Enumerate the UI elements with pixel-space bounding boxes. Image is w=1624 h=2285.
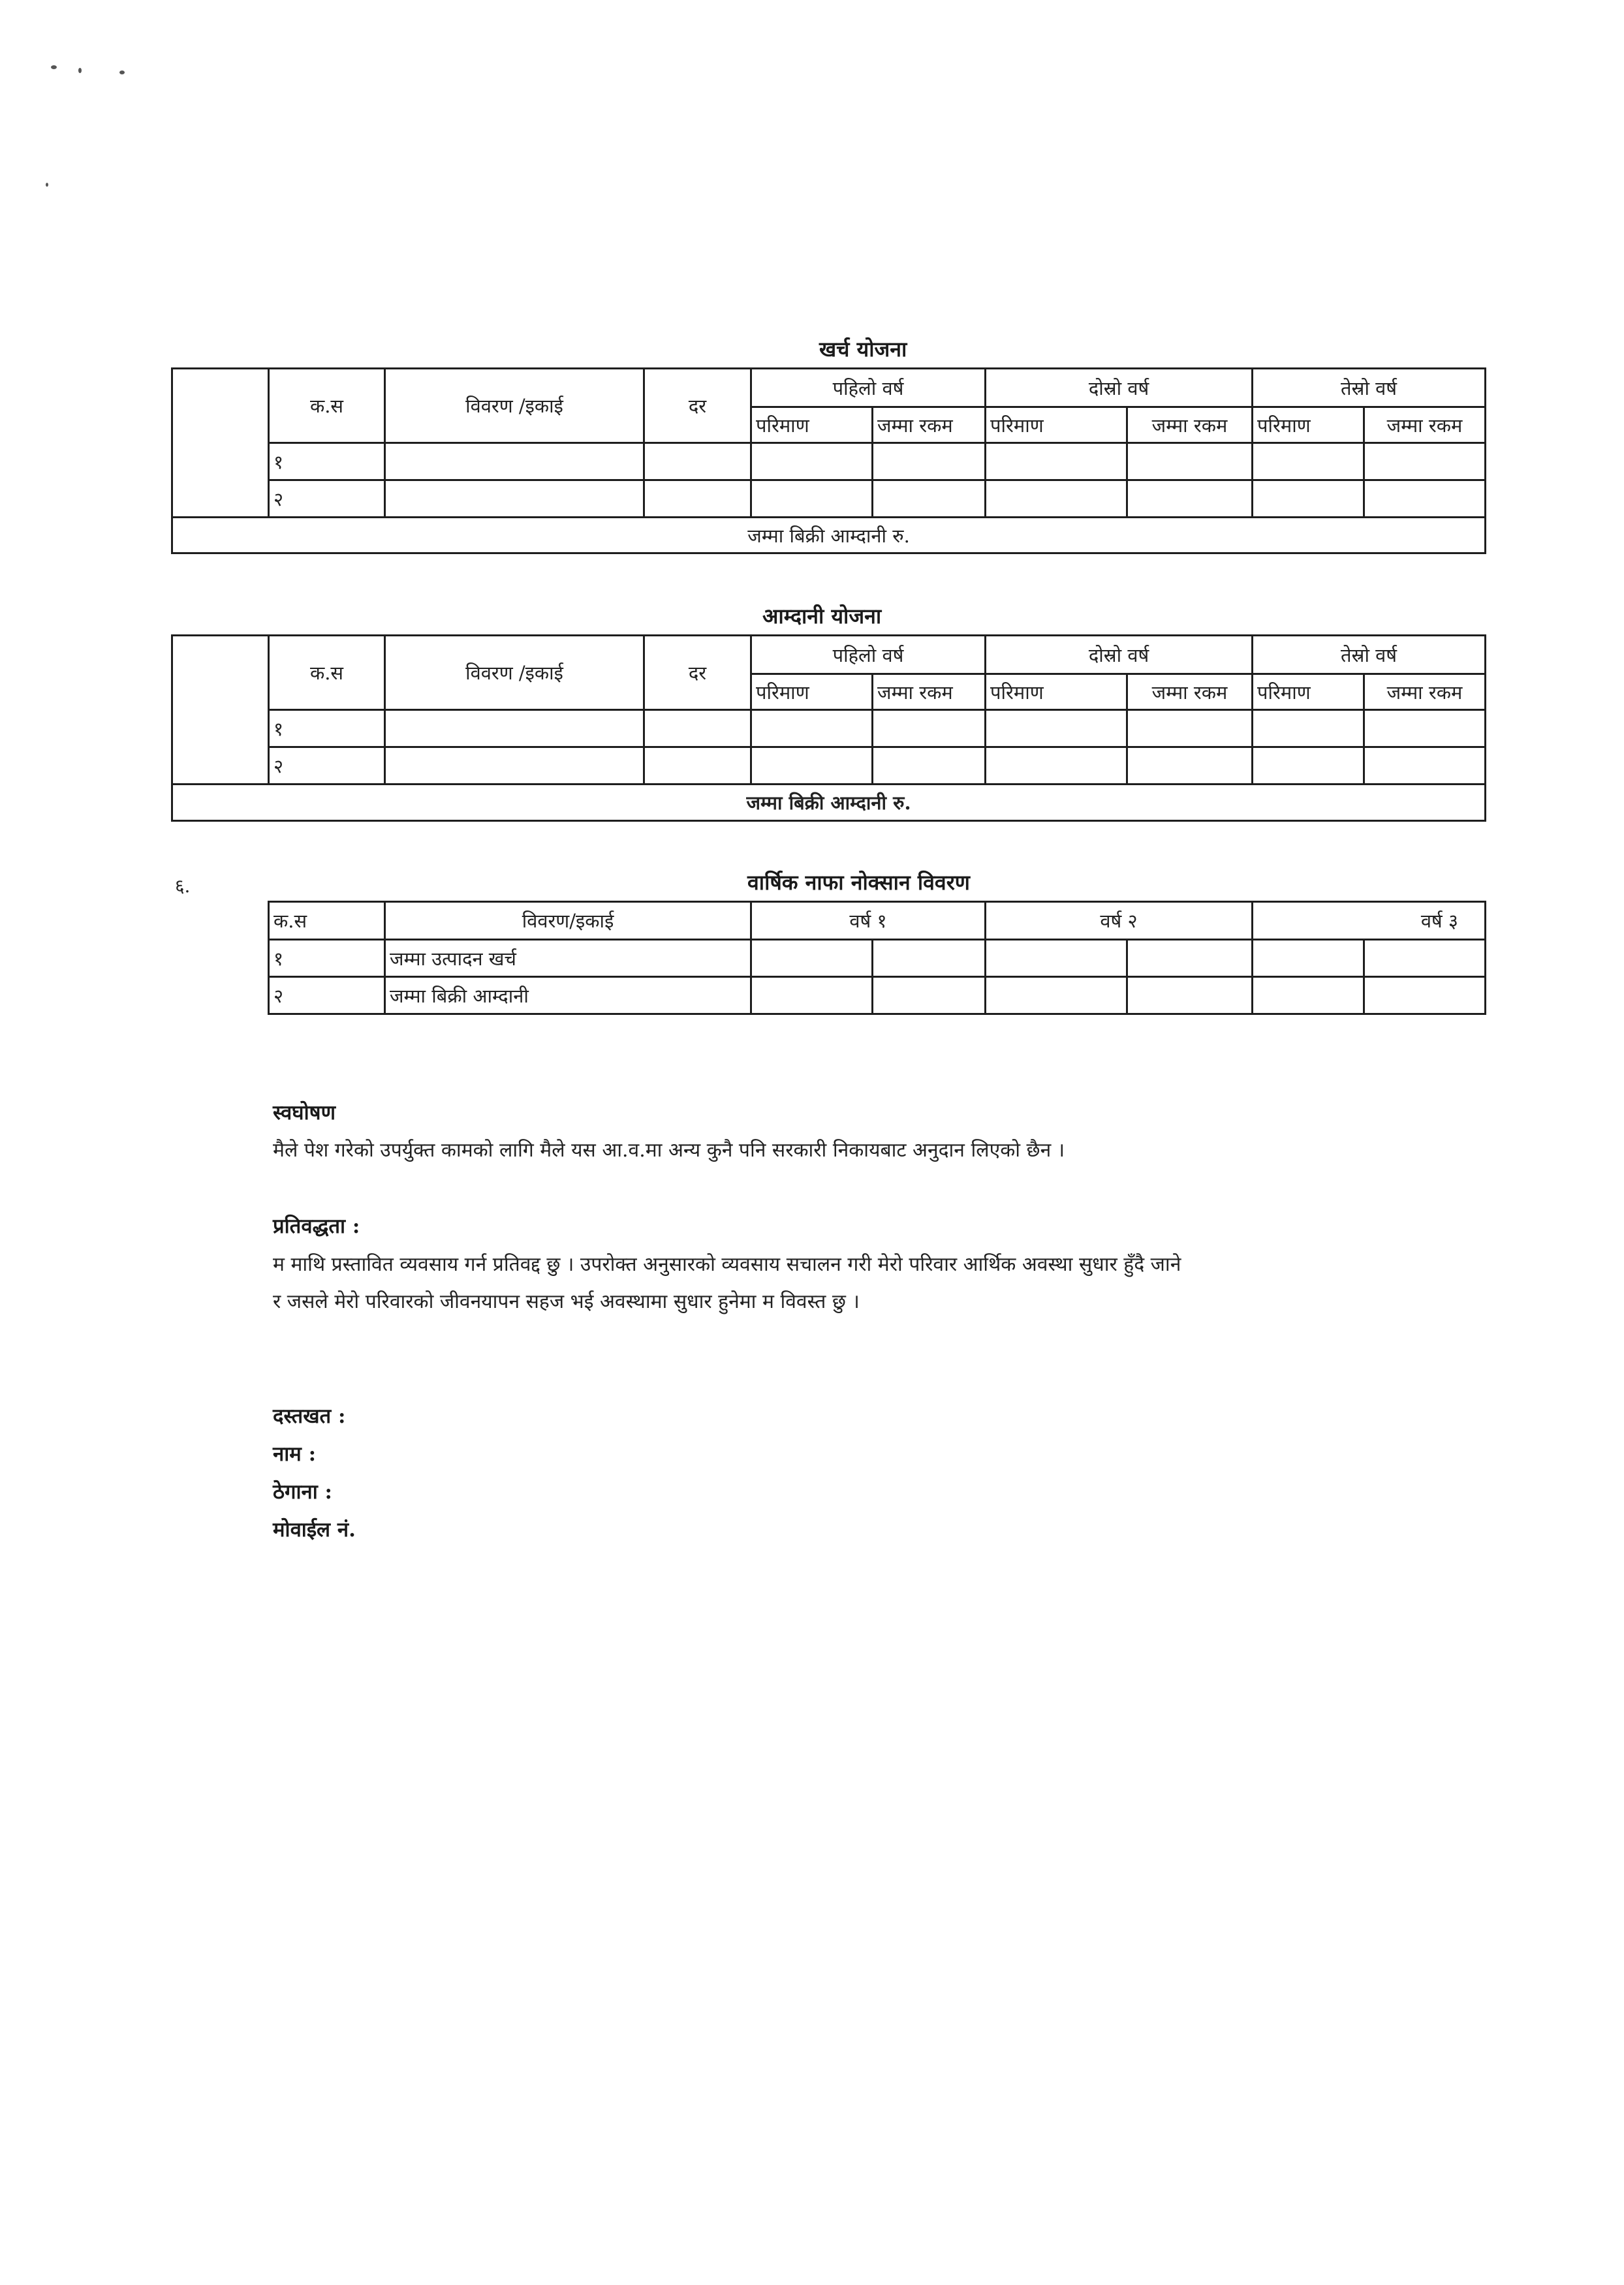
income-total-label: जम्मा बिक्री आम्दानी रु. bbox=[172, 785, 1486, 821]
table-cell bbox=[1364, 977, 1486, 1014]
pl-header-description: विवरण/इकाई bbox=[385, 902, 751, 940]
expense-blank-cell bbox=[172, 369, 269, 518]
table-row bbox=[269, 940, 1486, 977]
income-header-quantity: परिमाण bbox=[751, 674, 873, 710]
pl-header-year3: वर्ष ३ bbox=[1253, 902, 1486, 940]
expense-header-quantity: परिमाण bbox=[1253, 407, 1364, 443]
income-header-year1: पहिलो वर्ष bbox=[751, 636, 986, 674]
pl-row-sn: २ bbox=[269, 977, 385, 1014]
table-cell bbox=[986, 977, 1127, 1014]
table-cell bbox=[751, 940, 873, 977]
expense-row-sn: १ bbox=[269, 443, 385, 480]
pl-row-sn: १ bbox=[269, 940, 385, 977]
section-number: ६. bbox=[175, 875, 191, 897]
expense-header-quantity: परिमाण bbox=[986, 407, 1127, 443]
income-header-sn: क.स bbox=[269, 636, 385, 710]
self-declaration-text: मैले पेश गरेको उपर्युक्त कामको लागि मैले यस आ.व.मा अन्य कुनै पनि सरकारी निकायबाट अनुदान लिएको छैन । bbox=[273, 1139, 1065, 1162]
table-cell bbox=[1253, 940, 1364, 977]
income-header-total-amount: जम्मा रकम bbox=[1127, 674, 1253, 710]
table-cell bbox=[1253, 710, 1364, 747]
mobile-label: मोवाईल नं. bbox=[273, 1518, 356, 1542]
income-row-sn: १ bbox=[269, 710, 385, 747]
table-row bbox=[172, 710, 1486, 747]
signature-label: दस्तखत : bbox=[273, 1405, 346, 1428]
table-cell bbox=[385, 443, 644, 480]
income-header-quantity: परिमाण bbox=[1253, 674, 1364, 710]
expense-header-year1: पहिलो वर्ष bbox=[751, 369, 986, 407]
table-cell bbox=[986, 710, 1127, 747]
pl-row-description: जम्मा उत्पादन खर्च bbox=[385, 940, 751, 977]
pl-header-year1: वर्ष १ bbox=[751, 902, 986, 940]
name-label: नाम : bbox=[273, 1442, 317, 1466]
table-cell bbox=[986, 443, 1127, 480]
income-blank-cell bbox=[172, 636, 269, 785]
table-cell bbox=[1127, 443, 1253, 480]
table-row bbox=[172, 480, 1486, 518]
table-cell bbox=[1364, 710, 1486, 747]
table-cell bbox=[986, 940, 1127, 977]
table-cell bbox=[1127, 747, 1253, 785]
scan-speck bbox=[119, 70, 125, 74]
table-cell bbox=[986, 480, 1127, 518]
table-cell bbox=[1127, 710, 1253, 747]
table-cell bbox=[751, 977, 873, 1014]
scan-speck bbox=[46, 183, 48, 187]
table-cell bbox=[1253, 977, 1364, 1014]
expense-header-year2: दोस्रो वर्ष bbox=[986, 369, 1253, 407]
expense-header-total-amount: जम्मा रकम bbox=[873, 407, 986, 443]
table-cell bbox=[1127, 480, 1253, 518]
table-cell bbox=[644, 710, 751, 747]
expense-header-description: विवरण /इकाई bbox=[385, 369, 644, 443]
income-header-year2: दोस्रो वर्ष bbox=[986, 636, 1253, 674]
table-cell bbox=[873, 443, 986, 480]
commitment-heading: प्रतिवद्धता : bbox=[273, 1215, 360, 1238]
expense-row-sn: २ bbox=[269, 480, 385, 518]
commitment-line-1: म माथि प्रस्तावित व्यवसाय गर्न प्रतिवद्द छु । उपरोक्त अनुसारको व्यवसाय सचालन गरी मेरो परिवार आर्थिक अवस्था सुधार हुँदै जाने bbox=[273, 1253, 1181, 1276]
pl-header-sn: क.स bbox=[269, 902, 385, 940]
table-cell bbox=[1364, 443, 1486, 480]
table-cell bbox=[873, 480, 986, 518]
commitment-line-2: र जसले मेरो परिवारको जीवनयापन सहज भई अवस्थामा सुधार हुनेमा म विवस्त छु । bbox=[273, 1290, 860, 1313]
expense-header-quantity: परिमाण bbox=[751, 407, 873, 443]
table-cell bbox=[1253, 480, 1364, 518]
income-plan-table bbox=[171, 634, 1486, 822]
table-cell bbox=[1127, 977, 1253, 1014]
table-cell bbox=[986, 747, 1127, 785]
expense-header-total-amount: जम्मा रकम bbox=[1364, 407, 1486, 443]
expense-header-year3: तेस्रो वर्ष bbox=[1253, 369, 1486, 407]
table-cell bbox=[873, 710, 986, 747]
income-row-sn: २ bbox=[269, 747, 385, 785]
expense-header-rate: दर bbox=[644, 369, 751, 443]
table-cell bbox=[751, 747, 873, 785]
table-cell bbox=[385, 710, 644, 747]
expense-header-sn: क.स bbox=[269, 369, 385, 443]
self-declaration-heading: स्वघोषण bbox=[273, 1101, 336, 1125]
pl-row-description: जम्मा बिक्री आम्दानी bbox=[385, 977, 751, 1014]
table-cell bbox=[1253, 443, 1364, 480]
table-cell bbox=[751, 480, 873, 518]
table-cell bbox=[644, 443, 751, 480]
table-row bbox=[172, 747, 1486, 785]
table-cell bbox=[385, 747, 644, 785]
income-header-year3: तेस्रो वर्ष bbox=[1253, 636, 1486, 674]
income-plan-title: आम्दानी योजना bbox=[762, 604, 882, 629]
table-cell bbox=[644, 747, 751, 785]
income-header-total-amount: जम्मा रकम bbox=[873, 674, 986, 710]
table-cell bbox=[644, 480, 751, 518]
scan-speck bbox=[78, 68, 82, 73]
table-cell bbox=[873, 977, 986, 1014]
table-cell bbox=[1364, 480, 1486, 518]
table-cell bbox=[1364, 940, 1486, 977]
expense-plan-title: खर्च योजना bbox=[819, 337, 907, 362]
income-header-rate: दर bbox=[644, 636, 751, 710]
income-header-quantity: परिमाण bbox=[986, 674, 1127, 710]
table-cell bbox=[1364, 747, 1486, 785]
expense-total-label: जम्मा बिक्री आम्दानी रु. bbox=[172, 518, 1486, 553]
expense-plan-table bbox=[171, 367, 1486, 554]
table-cell bbox=[1127, 940, 1253, 977]
table-row bbox=[172, 443, 1486, 480]
pl-header-year2: वर्ष २ bbox=[986, 902, 1253, 940]
profit-loss-table bbox=[268, 901, 1486, 1015]
table-cell bbox=[751, 443, 873, 480]
address-label: ठेगाना : bbox=[273, 1480, 332, 1504]
scan-speck bbox=[51, 65, 57, 69]
table-cell bbox=[873, 747, 986, 785]
income-header-description: विवरण /इकाई bbox=[385, 636, 644, 710]
expense-header-total-amount: जम्मा रकम bbox=[1127, 407, 1253, 443]
table-row bbox=[269, 977, 1486, 1014]
table-cell bbox=[751, 710, 873, 747]
table-cell bbox=[873, 940, 986, 977]
table-cell bbox=[385, 480, 644, 518]
profit-loss-title: वार्षिक नाफा नोक्सान विवरण bbox=[747, 870, 970, 895]
income-header-total-amount: जम्मा रकम bbox=[1364, 674, 1486, 710]
table-cell bbox=[1253, 747, 1364, 785]
